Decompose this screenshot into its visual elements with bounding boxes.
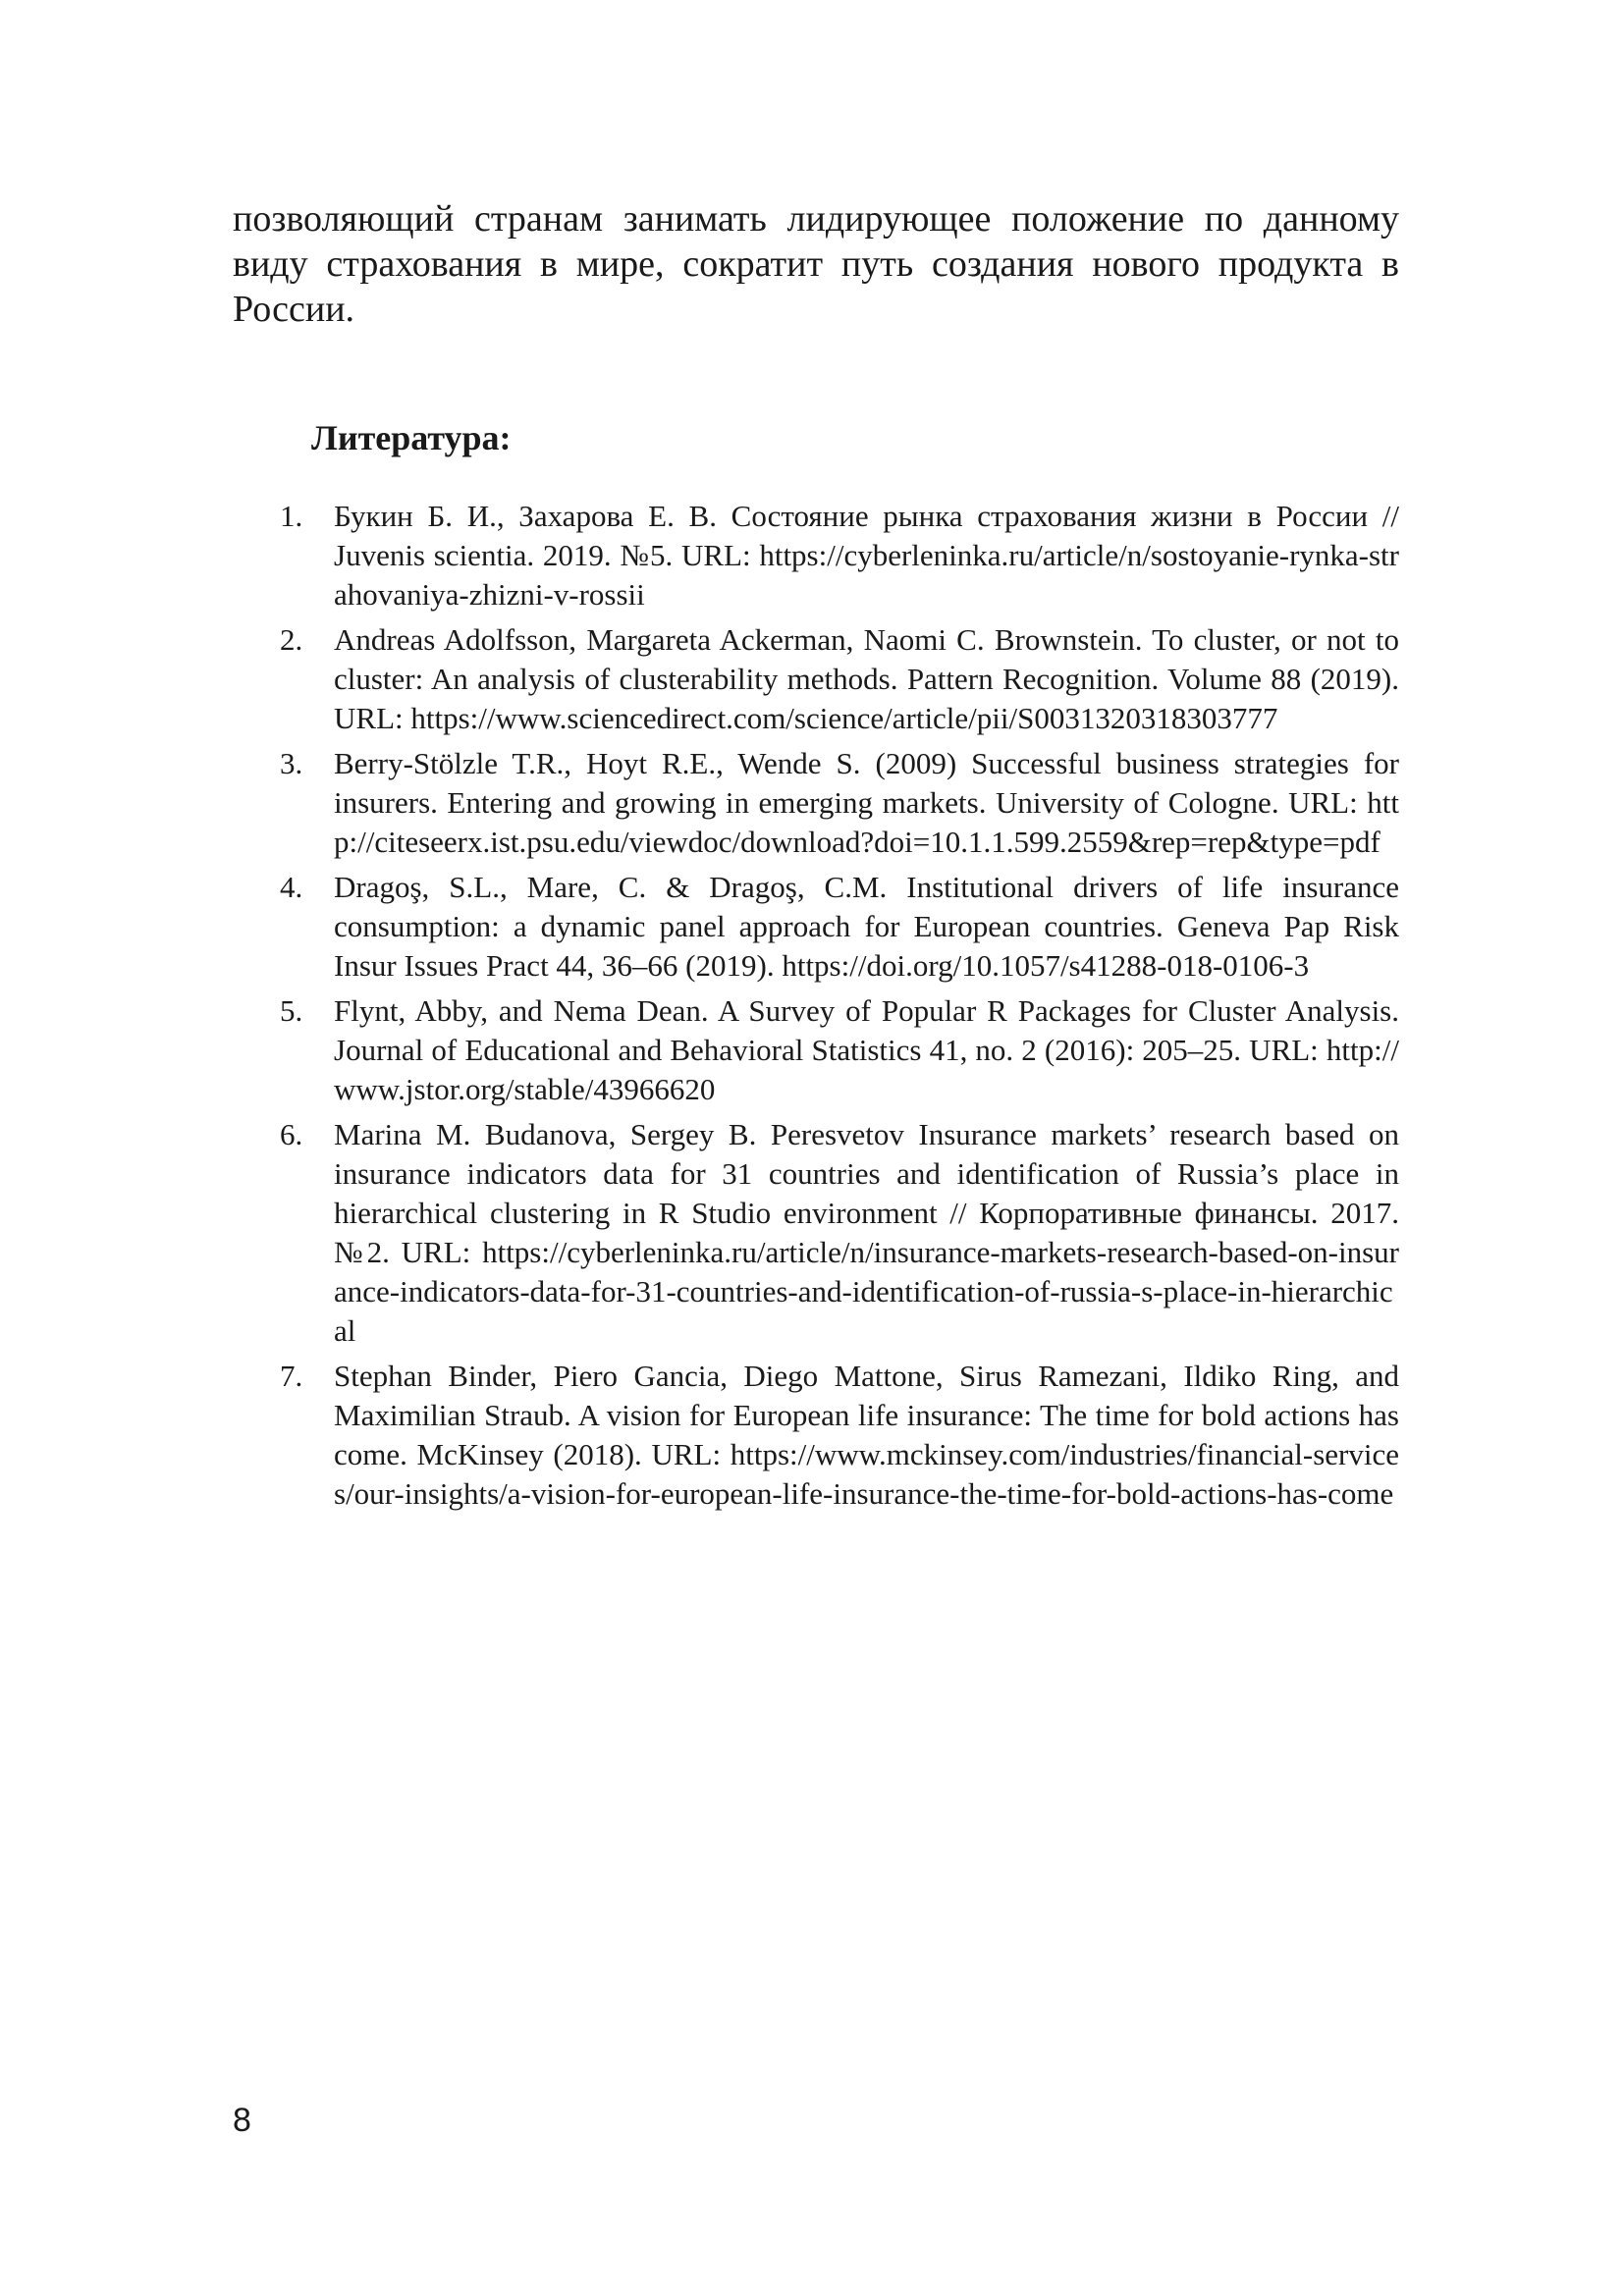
reference-citation: Stephan Binder, Piero Gancia, Diego Mattone, Sirus Ramezani, Ildiko Ring, and Maximilian Straub. A vision for European life insurance: The time for bold actions has come. McKinsey (2018). URL: [334,1359,1399,1471]
reference-citation: Букин Б. И., Захарова Е. В. Состояние рынка страхования жизни в России // Juvenis scientia. 2019. №5. URL: [334,499,1399,572]
reference-text [334,744,1399,862]
reference-text [334,991,1399,1109]
reference-number: 6. [280,1117,303,1151]
reference-url[interactable]: https://cyberleninka.ru/article/n/sostoyanie-rynka-strahovaniya-zhizni-v-rossii [334,538,1399,612]
reference-url[interactable]: https://cyberleninka.ru/article/n/insurance-markets-research-based-on-insurance-indicators-data-for-31-countries-and-identification-of-russia-s-place-in-hierarchical [334,1235,1399,1348]
reference-citation: Berry-Stölzle T.R., Hoyt R.E., Wende S. (2009) Successful business strategies for insurers. Entering and growing in emerging markets. University of Cologne. URL: [334,746,1399,820]
reference-text [334,620,1399,738]
reference-citation: Marina M. Budanova, Sergey B. Peresvetov Insurance markets’ research based on insurance indicators data for 31 countries and identification of Russia’s place in hierarchical clustering in R Studio environment // Корпоративные финансы. 2017. №2. URL: [334,1117,1399,1269]
references-heading: Литература: [311,418,512,457]
reference-item [280,991,1399,1109]
reference-url[interactable]: http://citeseerx.ist.psu.edu/viewdoc/download?doi=10.1.1.599.2559&rep=rep&type=pdf [334,785,1399,859]
reference-text [334,497,1399,614]
reference-citation: Dragoş, S.L., Mare, C. & Dragoş, C.M. Institutional drivers of life insurance consumption: a dynamic panel approach for European countries. Geneva Pap Risk Insur Issues Pract 44, 36–66 (2019). [334,870,1399,983]
references-list [280,497,1399,1520]
reference-url[interactable]: https://doi.org/10.1057/s41288-018-0106-3 [782,948,1310,983]
reference-item [280,620,1399,738]
reference-text [334,1115,1399,1351]
reference-number: 2. [280,622,303,657]
reference-item [280,868,1399,986]
reference-url[interactable]: http://www.jstor.org/stable/43966620 [334,1033,1399,1106]
reference-citation: Flynt, Abby, and Nema Dean. A Survey of Popular R Packages for Cluster Analysis. Journal of Educational and Behavioral Statistics 41, no. 2 (2016): 205–25. URL: [334,993,1399,1067]
reference-number: 3. [280,746,303,780]
reference-text [334,868,1399,986]
reference-number: 5. [280,993,303,1028]
reference-number: 4. [280,870,303,904]
reference-item [280,1357,1399,1514]
reference-number: 1. [280,499,303,533]
reference-item [280,744,1399,862]
reference-item [280,497,1399,614]
reference-item [280,1115,1399,1351]
intro-paragraph: позволяющий странам занимать лидирующее положение по данному виду страхования в мире, сократит путь создания нового продукта в России. [233,198,1399,330]
page-number: 8 [233,2102,251,2139]
reference-url[interactable]: https://www.mckinsey.com/industries/financial-services/our-insights/a-vision-for-european-life-insurance-the-time-for-bold-actions-has-come [334,1437,1399,1511]
reference-citation: Andreas Adolfsson, Margareta Ackerman, Naomi C. Brownstein. To cluster, or not to cluster: An analysis of clusterability methods. Pattern Recognition. Volume 88 (2019). URL: [334,622,1399,735]
reference-url[interactable]: https://www.sciencedirect.com/science/article/pii/S0031320318303777 [410,701,1278,735]
reference-number: 7. [280,1359,303,1393]
reference-text [334,1357,1399,1514]
